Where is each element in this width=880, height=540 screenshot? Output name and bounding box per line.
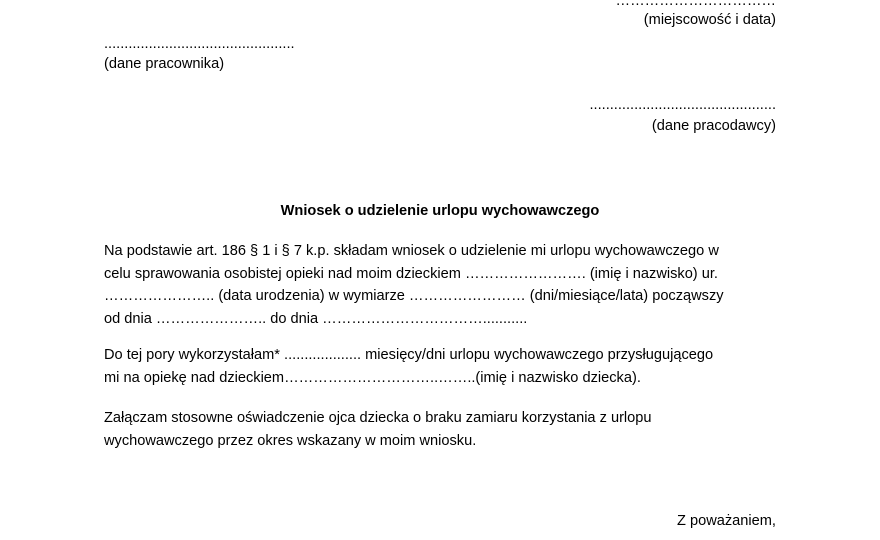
paragraph-line: mi na opiekę nad dzieckiem…………………………..……..(imię i nazwisko dziecka). xyxy=(104,369,641,386)
place-date-label: (miejscowość i data) xyxy=(643,12,776,28)
closing-text: Z poważaniem, xyxy=(677,513,776,529)
document-title: Wniosek o udzielenie urlopu wychowawczego xyxy=(280,203,600,219)
employer-dots: .............................................. xyxy=(589,97,776,113)
paragraph-usage xyxy=(104,344,794,389)
employer-label: (dane pracodawcy) xyxy=(651,118,776,134)
paragraph-request xyxy=(104,240,794,330)
paragraph-line: Do tej pory wykorzystałam* ................... miesięcy/dni urlopu wychowawczego przysługującego xyxy=(104,347,714,363)
paragraph-line: Na podstawie art. 186 § 1 i § 7 k.p. składam wniosek o udzielenie mi urlopu wychowawczego w xyxy=(104,243,719,259)
paragraph-line: od dnia ………………….. do dnia ……………………………........... xyxy=(104,310,528,327)
paragraph-line: Załączam stosowne oświadczenie ojca dziecka o braku zamiaru korzystania z urlopu xyxy=(104,410,652,426)
paragraph-line: celu sprawowania osobistej opieki nad moim dzieckiem ……………………. (imię i nazwisko) ur. xyxy=(104,265,718,282)
paragraph-attachment xyxy=(104,407,794,452)
employee-label: (dane pracownika) xyxy=(104,56,225,72)
place-date-dots: …………………………… xyxy=(615,0,776,9)
employee-dots: ............................................... xyxy=(104,36,295,52)
paragraph-line: ………………….. (data urodzenia) w wymiarze …………………… (dni/miesiące/lata) począwszy xyxy=(104,288,724,304)
paragraph-line: wychowawczego przez okres wskazany w moim wniosku. xyxy=(104,432,477,449)
